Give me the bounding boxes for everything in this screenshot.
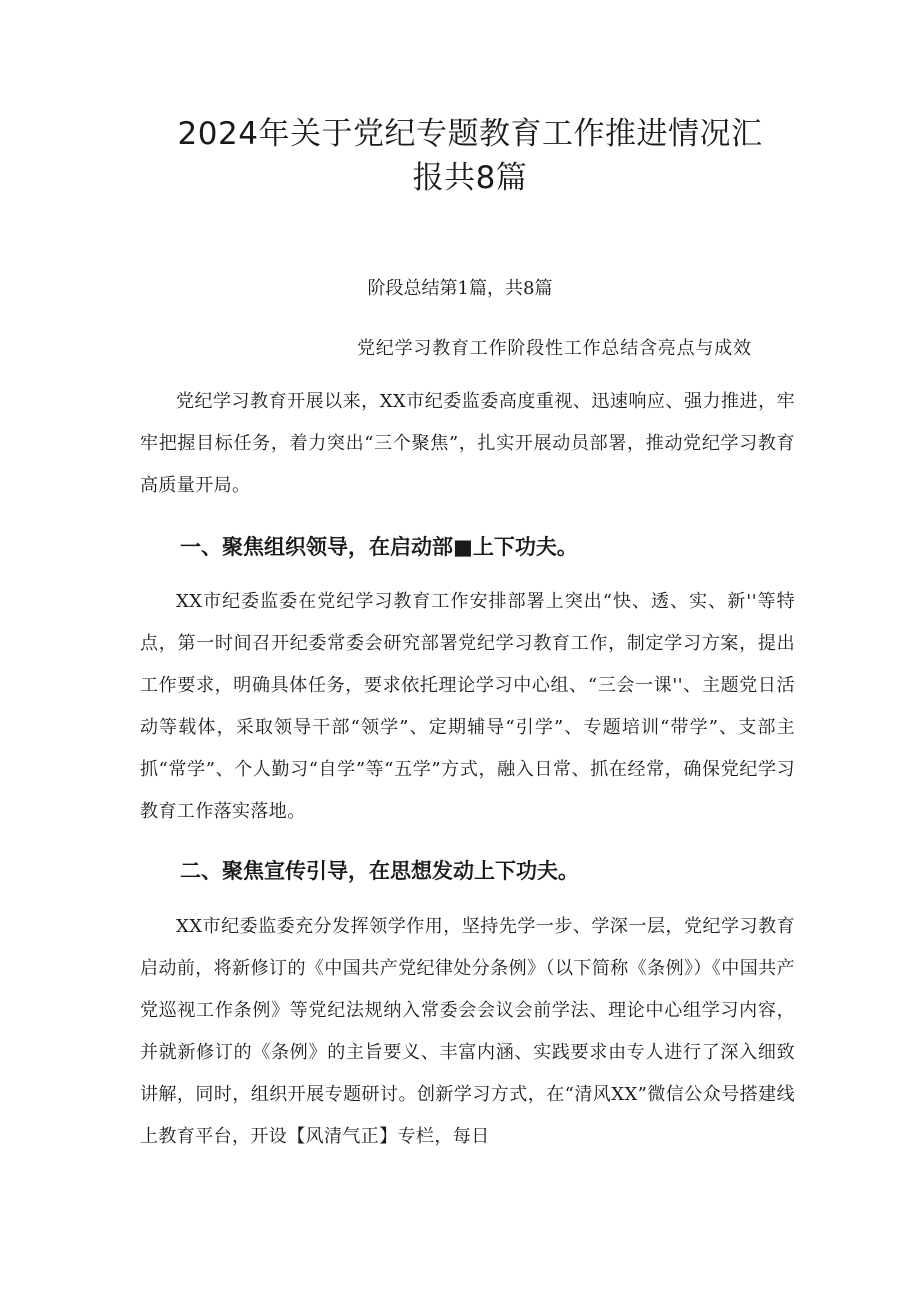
title-line-1: 2024年关于党纪专题教育工作推进情况汇 [177, 116, 763, 152]
title-line-2: 报共8篇 [412, 160, 528, 196]
document-title [130, 112, 810, 200]
section-1-paragraph: XX市纪委监委在党纪学习教育工作安排部署上突出“快、透、实、新''等特点，第一时间召开纪委常委会研究部署党纪学习教育工作，制定学习方案，提出工作要求，明确具体任务，要求依托理论学习中心组、“三会一课''、主题党日活动等载体，采取领导干部“领学”、定期辅导“引学”、专题培训“带学”、支部主抓“常学”、个人勤习“自学”等“五学”方式，融入日常、抓在经常，确保党纪学习教育工作落实落地。 [140, 591, 795, 822]
section-2-heading: 二、聚焦宣传引导，在思想发动上下功夫。 [180, 859, 579, 883]
intro-paragraph: 党纪学习教育开展以来，XX市纪委监委高度重视、迅速响应、强力推进，牢牢把握目标任务，着力突出“三个聚焦”，扎实开展动员部署，推动党纪学习教育高质量开局。 [140, 391, 795, 496]
article-title: 党纪学习教育工作阶段性工作总结含亮点与成效 [357, 338, 752, 359]
series-label: 阶段总结第1篇，共8篇 [367, 278, 553, 299]
section-1-heading: 一、聚焦组织领导，在启动部■上下功夫。 [180, 535, 578, 559]
section-2-paragraph: XX市纪委监委充分发挥领学作用，坚持先学一步、学深一层，党纪学习教育启动前，将新修订的《中国共产党纪律处分条例》（以下简称《条例》）《中国共产党巡视工作条例》等党纪法规纳入常委会会议会前学法、理论中心组学习内容，并就新修订的《条例》的主旨要义、丰富内涵、实践要求由专人进行了深入细致讲解，同时，组织开展专题研讨。创新学习方式，在“清风XX”微信公众号搭建线上教育平台，开设【风清气正】专栏，每日 [140, 916, 795, 1147]
